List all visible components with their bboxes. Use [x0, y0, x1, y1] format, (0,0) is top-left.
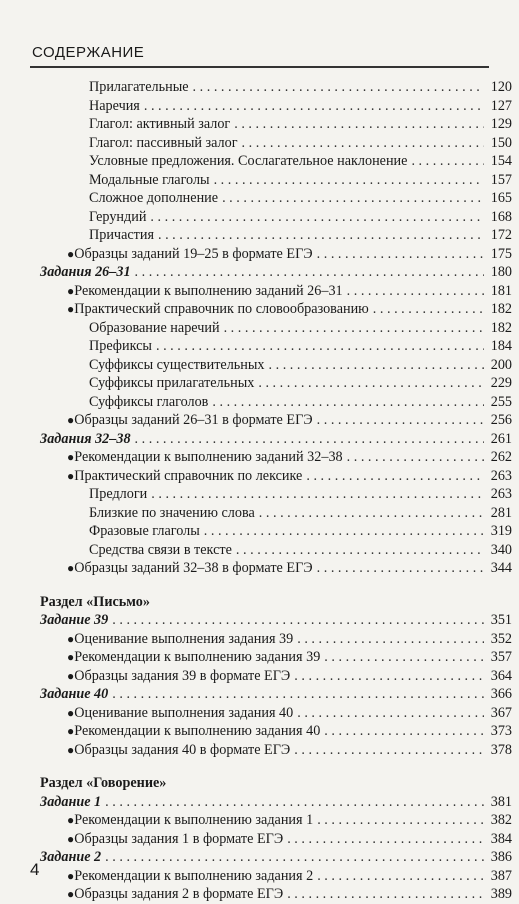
toc-entry — [40, 282, 512, 301]
toc-entry — [40, 722, 512, 741]
toc-entry — [40, 152, 512, 171]
page-number: 4 — [30, 860, 40, 879]
toc-entry — [40, 848, 512, 867]
toc-entry-label: Префиксы — [89, 338, 152, 354]
dot-leader — [317, 811, 484, 830]
toc-entry-label: Образцы задания 1 в формате ЕГЭ — [74, 830, 284, 847]
toc-entry-page: 184 — [490, 338, 512, 354]
toc-entry — [40, 593, 512, 612]
toc-entry-page: 364 — [490, 667, 512, 684]
toc-entry — [40, 704, 512, 723]
toc-entry — [40, 467, 512, 486]
toc-entry-label: Задание 39 — [40, 612, 109, 628]
dot-leader — [317, 245, 484, 264]
toc-entry-label: Предлоги — [89, 486, 148, 502]
toc-entry-label: Сложное дополнение — [89, 190, 219, 206]
bullet-icon: ● — [67, 450, 75, 464]
dot-leader — [214, 171, 484, 190]
toc-entry-page: 319 — [490, 523, 512, 539]
dot-leader — [317, 559, 484, 578]
toc-entry-label: Задание 2 — [40, 849, 102, 865]
bullet-icon: ● — [67, 868, 75, 883]
toc-entry — [40, 448, 512, 467]
dot-leader — [156, 337, 484, 356]
toc-entry — [40, 393, 512, 412]
toc-entry-label: Образцы задания 40 в формате ЕГЭ — [74, 741, 291, 758]
running-header: СОДЕРЖАНИЕ — [32, 44, 145, 61]
dot-leader — [258, 374, 484, 393]
bullet-icon: ● — [67, 831, 75, 846]
toc-entry — [40, 648, 512, 667]
bullet-icon: ● — [67, 724, 75, 738]
dot-leader — [144, 97, 484, 116]
toc-entry-label: Средства связи в тексте — [89, 541, 232, 558]
toc-entry-label: Образцы задания 2 в формате ЕГЭ — [74, 886, 284, 902]
dot-leader — [234, 115, 484, 134]
toc-entry-page: 389 — [490, 886, 512, 902]
toc-entry — [40, 541, 512, 560]
toc-entry-page: 165 — [490, 190, 512, 206]
dot-leader — [204, 522, 484, 541]
toc-entry — [40, 115, 512, 134]
toc-entry-page: 255 — [490, 393, 512, 410]
toc-entry-label: Оценивание выполнения задания 39 — [74, 630, 294, 647]
bullet-icon: ● — [67, 705, 75, 720]
toc-entry — [40, 741, 512, 760]
toc-entry — [40, 811, 512, 830]
toc-entry — [40, 226, 512, 245]
toc-entry-label: Герундий — [89, 208, 147, 225]
toc-entry-label: Раздел «Говорение» — [40, 775, 167, 791]
toc-entry-page: 180 — [490, 264, 512, 280]
bullet-icon: ● — [67, 246, 75, 261]
toc-entry-page: 381 — [490, 793, 512, 810]
toc-entry — [40, 374, 512, 393]
toc-entry-page: 281 — [490, 504, 512, 521]
toc-entry — [40, 78, 512, 97]
toc-entry-label: Задания 26–31 — [40, 264, 131, 280]
toc-entry-label: Образцы заданий 32–38 в формате ЕГЭ — [74, 560, 313, 576]
dot-leader — [324, 648, 484, 667]
toc-entry-page: 168 — [490, 208, 512, 225]
toc-entry-page: 262 — [490, 449, 512, 465]
dot-leader — [287, 885, 484, 904]
toc-entry-label: Суффиксы глаголов — [89, 393, 209, 410]
bullet-icon: ● — [67, 887, 75, 901]
dot-leader — [105, 848, 484, 867]
dot-leader — [193, 78, 484, 97]
toc-entry — [40, 319, 512, 338]
dot-leader — [236, 541, 484, 560]
toc-entry-page: 172 — [490, 227, 512, 243]
dot-leader — [135, 263, 484, 282]
toc-entry-label: Задания 32–38 — [40, 430, 131, 447]
toc-entry-page: 154 — [490, 153, 512, 169]
toc-entry-label: Практический справочник по словообразованию — [74, 301, 369, 317]
dot-leader — [347, 282, 484, 301]
toc-entry-page: 263 — [490, 486, 512, 502]
dot-leader — [294, 741, 484, 760]
toc-entry-page: 378 — [490, 741, 512, 758]
toc-entry-page: 366 — [490, 686, 512, 702]
toc-entry-label: Рекомендации к выполнению заданий 26–31 — [74, 282, 343, 299]
toc-entry-page: 150 — [490, 134, 512, 151]
bullet-icon: ● — [67, 413, 75, 427]
dot-leader — [224, 319, 484, 338]
toc-entry-label: Задание 40 — [40, 686, 109, 702]
toc-entry-page: 229 — [490, 375, 512, 391]
toc-entry-label: Модальные глаголы — [89, 171, 210, 188]
toc-entry-page: 357 — [490, 649, 512, 665]
toc-entry — [40, 430, 512, 449]
toc-entry-label: Рекомендации к выполнению задания 40 — [74, 723, 321, 739]
toc-entry-page: 157 — [490, 171, 512, 188]
toc-entry — [40, 134, 512, 153]
toc-entry-page: 367 — [490, 704, 512, 721]
toc-entry — [40, 189, 512, 208]
toc-entry-label: Рекомендации к выполнению заданий 32–38 — [74, 449, 343, 465]
toc-entry — [40, 337, 512, 356]
toc-entry — [40, 356, 512, 375]
bullet-icon: ● — [67, 468, 75, 483]
dot-leader — [347, 448, 484, 467]
toc-entry-page: 129 — [490, 116, 512, 132]
bullet-icon: ● — [67, 631, 75, 646]
toc-entry — [40, 667, 512, 686]
dot-leader — [297, 630, 484, 649]
dot-leader — [151, 485, 484, 504]
bullet-icon: ● — [67, 283, 75, 298]
toc-entry-label: Образцы задания 39 в формате ЕГЭ — [74, 667, 291, 684]
toc-entry-page: 382 — [490, 812, 512, 828]
dot-leader — [294, 667, 484, 686]
toc-entry-label: Раздел «Письмо» — [40, 593, 150, 610]
toc-entry-label: Образцы заданий 19–25 в формате ЕГЭ — [74, 245, 313, 262]
toc-entry-label: Глагол: активный залог — [89, 116, 231, 132]
toc-entry-page: 200 — [490, 356, 512, 373]
toc-entry — [40, 97, 512, 116]
toc-entry-page: 181 — [490, 282, 512, 299]
toc-entry-page: 344 — [490, 560, 512, 576]
toc-entry-label: Причастия — [89, 227, 154, 243]
toc-entry-label: Оценивание выполнения задания 40 — [74, 704, 294, 721]
toc-entry-label: Глагол: пассивный залог — [89, 134, 238, 151]
toc-entry — [40, 485, 512, 504]
toc-entry-page: 352 — [490, 630, 512, 647]
dot-leader — [135, 430, 484, 449]
toc-entry-label: Образование наречий — [89, 319, 220, 336]
dot-leader — [158, 226, 484, 245]
toc-entry — [40, 263, 512, 282]
dot-leader — [150, 208, 484, 227]
toc-entry-page: 384 — [490, 830, 512, 847]
toc-entry — [40, 522, 512, 541]
toc-entry — [40, 611, 512, 630]
toc-entry-page: 120 — [490, 79, 512, 95]
toc-entry-label: Прилагательные — [89, 79, 189, 95]
dot-leader — [317, 867, 484, 886]
toc-entry-label: Условные предложения. Сослагательное наклонение — [89, 153, 408, 169]
dot-leader — [242, 134, 484, 153]
dot-leader — [269, 356, 485, 375]
bullet-icon: ● — [67, 742, 75, 757]
toc-entry-label: Задание 1 — [40, 793, 102, 810]
toc-entry — [40, 411, 512, 430]
dot-leader — [373, 300, 484, 319]
dot-leader — [112, 611, 484, 630]
toc-entry-page: 261 — [490, 430, 512, 447]
toc-entry-page: 127 — [490, 97, 512, 114]
bullet-icon: ● — [67, 302, 75, 316]
toc-entry-page: 351 — [490, 612, 512, 628]
toc-entry-page: 387 — [490, 867, 512, 884]
toc-entry-label: Практический справочник по лексике — [74, 467, 303, 484]
dot-leader — [105, 793, 484, 812]
dot-leader — [222, 189, 484, 208]
toc-entry-page: 386 — [490, 849, 512, 865]
dot-leader — [287, 830, 484, 849]
dot-leader — [411, 152, 484, 171]
toc-entry-label: Рекомендации к выполнению задания 1 — [74, 812, 314, 828]
toc-entry-page: 256 — [490, 412, 512, 428]
toc-entry-label: Суффиксы существительных — [89, 356, 265, 373]
toc-entry — [40, 630, 512, 649]
toc-entry — [40, 504, 512, 523]
bullet-icon: ● — [67, 813, 75, 827]
dot-leader — [212, 393, 484, 412]
bullet-icon: ● — [67, 561, 75, 575]
toc-entry-page: 182 — [490, 319, 512, 336]
toc-entry-label: Рекомендации к выполнению задания 39 — [74, 649, 321, 665]
toc-entry — [40, 208, 512, 227]
dot-leader — [259, 504, 484, 523]
toc-entry-page: 182 — [490, 301, 512, 317]
table-of-contents — [40, 78, 512, 904]
bullet-icon: ● — [67, 668, 75, 683]
toc-entry — [40, 245, 512, 264]
dot-leader — [306, 467, 484, 486]
toc-entry — [40, 559, 512, 578]
toc-entry — [40, 774, 512, 793]
header-rule — [30, 66, 489, 68]
toc-entry-label: Образцы заданий 26–31 в формате ЕГЭ — [74, 412, 313, 428]
toc-entry-page: 263 — [490, 467, 512, 484]
toc-entry — [40, 685, 512, 704]
toc-entry-label: Суффиксы прилагательных — [89, 375, 255, 391]
dot-leader — [297, 704, 484, 723]
dot-leader — [112, 685, 484, 704]
toc-entry — [40, 867, 512, 886]
toc-entry-label: Рекомендации к выполнению задания 2 — [74, 867, 314, 884]
toc-entry — [40, 300, 512, 319]
dot-leader — [324, 722, 484, 741]
bullet-icon: ● — [67, 650, 75, 664]
toc-entry-label: Близкие по значению слова — [89, 504, 255, 521]
toc-entry-label: Фразовые глаголы — [89, 523, 200, 539]
toc-entry-label: Наречия — [89, 97, 140, 114]
dot-leader — [317, 411, 484, 430]
toc-entry — [40, 885, 512, 904]
toc-entry — [40, 830, 512, 849]
toc-entry — [40, 793, 512, 812]
toc-entry-page: 373 — [490, 723, 512, 739]
toc-entry — [40, 171, 512, 190]
toc-entry-page: 340 — [490, 541, 512, 558]
toc-entry-page: 175 — [490, 245, 512, 262]
